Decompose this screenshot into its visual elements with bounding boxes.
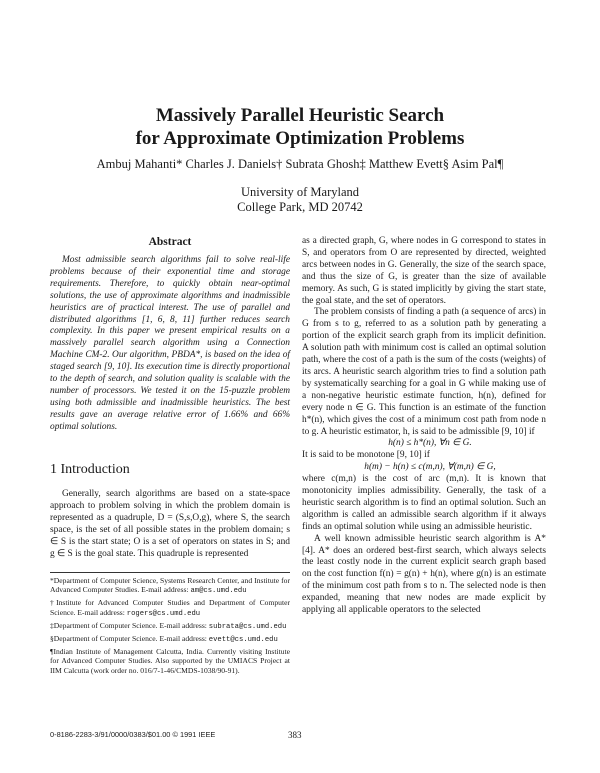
- right-paragraph-3: It is said to be monotone [9, 10] if: [302, 450, 430, 461]
- abstract-heading: Abstract: [148, 236, 192, 248]
- introduction-text: [50, 489, 290, 560]
- footnote-1: *Department of Computer Science, Systems Research Center, and Institute for Advanced Computer Studies. E-mail address: am@cs.umd.edu: [50, 576, 290, 596]
- footnote-4: §Department of Computer Science. E-mail address: evett@cs.umd.edu: [50, 634, 278, 645]
- right-paragraph-2: The problem consists of finding a path (a sequence of arcs) in G from s to g, referred to as a solution path by generating a portion of the explicit search graph from its implicit definition. A solution path with minimum cost is called an optimal solution path, where the cost of a path is the sum of the costs (weights) of its arcs. A heuristic search algorithm tries to find a solution path by systematically searching for a goal in G while making use of a non-negative heuristic estimate function, h(n), defined for every node n ∈ G. This function is an estimate of the function h*(n), which gives the cost of a minimum cost path from node n to g. A heuristic estimator, h, is said to be admissible [9, 10] if: [302, 307, 546, 437]
- page-number: 383: [288, 730, 302, 740]
- paper-title-line2: for Approximate Optimization Problems: [135, 128, 465, 149]
- footnote-2-email[interactable]: rogers@cs.umd.edu: [126, 609, 201, 618]
- footnote-5: ¶Indian Institute of Management Calcutta, India. Currently visiting Institute for Advanced Computer Studies. Also supported by the UMIACS Project at IIM Calcutta (work order no. 016/7-1-46/CMDS-1038/90-91).: [50, 647, 290, 675]
- footnote-2: †Institute for Advanced Computer Studies and Department of Computer Science. E-mail address: rogers@cs.umd.edu: [50, 598, 290, 618]
- abstract-paragraph: Most admissible search algorithms fail to solve real-life problems because of their exponential time and storage requirements. Therefore, to quickly obtain near-optimal solutions, the use of approximate algorithms and inadmissible heuristics are of practical interest. The use of parallel and distributed algorithms [1, 6, 8, 11] further reduces search complexity. In this paper we present empirical results on a massively parallel search algorithm using a Connection Machine CM-2. Our algorithm, PBDA*, is based on the idea of staged search [9, 10]. Its execution time is directly proportional to the depth of search, and solution quality is scalable with the number of processors. We tested it on the 15-puzzle problem using both admissible and inadmissible heuristics. The best results gave an average relative error of 1.66% and 66% optimal solutions.: [50, 255, 290, 432]
- affiliation-line1: University of Maryland: [240, 185, 360, 199]
- footnote-3-email[interactable]: subrata@cs.umd.edu: [208, 622, 287, 631]
- paper-title-line1: Massively Parallel Heuristic Search: [155, 105, 445, 126]
- isbn-copyright: 0-8186-2283-3/91/0000/0383/$01.00 © 1991 IEEE: [50, 730, 216, 739]
- footnote-3: ‡Department of Computer Science. E-mail address: subrata@cs.umd.edu: [50, 620, 287, 631]
- right-paragraph-5: A well known admissible heuristic search algorithm is A* [4]. A* does an ordered best-first search, which always selects the least costly node in the current explicit search graph based on the cost function f(n) = g(n) + h(n), where g(n) is an estimate of the minimum cost path from s to n. The selected node is then expanded, meaning that new nodes are made explicit by applying all applicable operators to the selected: [302, 533, 546, 616]
- equation-monotone: h(m) − h(n) ≤ c(m,n), ∀(m,n) ∈ G,: [364, 462, 496, 473]
- footnote-1-email[interactable]: am@cs.umd.edu: [190, 587, 247, 596]
- footnote-4-email[interactable]: evett@cs.umd.edu: [208, 636, 278, 645]
- equation-admissible: h(n) ≤ h*(n), ∀n ∈ G.: [388, 438, 472, 449]
- abstract-text: [50, 255, 290, 434]
- right-paragraph-4: where c(m,n) is the cost of arc (m,n). It is known that monotonicity implies admissibility. Generally, the task of a heuristic search algorithm is to find an optimal solution. Such an algorithm is called an admissible search algorithm if it always finds an optimal solution while using an admissible heuristic.: [302, 474, 546, 532]
- intro-paragraph: Generally, search algorithms are based on a state-space approach to problem solving in which the problem domain is represented as a quadruple, D = (S,s,O,g), where S, the search space, is the set of all possible states in the problem domain; s ∈ S is the start state; O is a set of operators on states in S; and g ∈ S is the goal state. This quadruple is represented: [50, 489, 290, 559]
- author-list: Ambuj Mahanti* Charles J. Daniels† Subrata Ghosh‡ Matthew Evett§ Asim Pal¶: [96, 157, 504, 171]
- section-heading-introduction: 1 Introduction: [50, 462, 130, 477]
- footnotes-block: [50, 572, 290, 677]
- affiliation-line2: College Park, MD 20742: [237, 200, 363, 214]
- right-column-text: [302, 236, 546, 617]
- right-paragraph-1: as a directed graph, G, where nodes in G correspond to states in S, and operators from O are represented by directed, weighted arcs between nodes in G. Generally, the size of the search space, and thus the size of G, is greater than the size of available memory. As such, G is stated implicitly by giving the start state, the goal state, and the set of operators.: [302, 236, 546, 306]
